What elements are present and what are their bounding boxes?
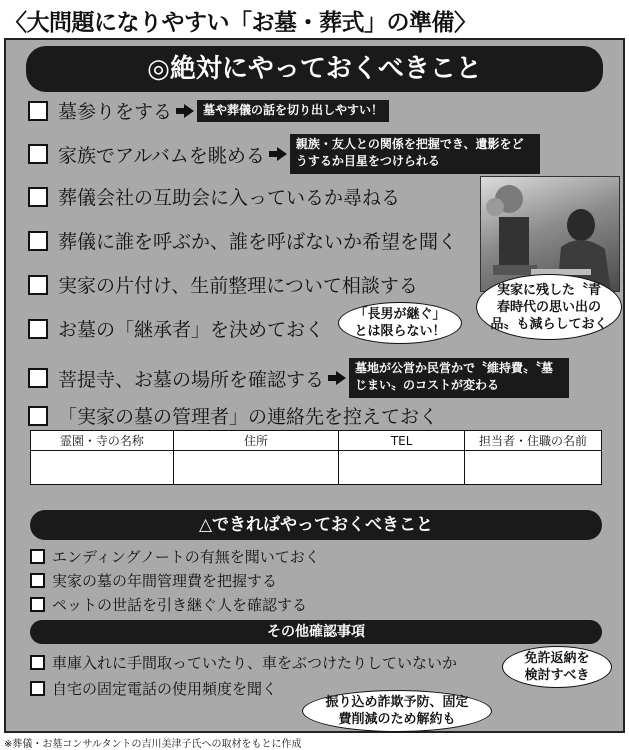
- speech-bubble-successor: 「長男が継ぐ」 とは限らない！: [338, 302, 462, 344]
- table-cell-contact[interactable]: [464, 451, 601, 485]
- speech-bubble-phone: 振り込め詐欺予防、固定 費削減のため解約も: [302, 690, 492, 732]
- checklist-item: [28, 271, 418, 298]
- source-footnote: ※葬儀・お墓コンサルタントの吉川美津子氏への取材をもとに作成: [4, 739, 302, 750]
- checkbox[interactable]: [28, 368, 48, 388]
- checklist-item: [28, 315, 324, 342]
- table-cell-address[interactable]: [173, 451, 339, 485]
- item-note: 親族・友人との関係を把握でき、遺影をどうするか目星をつけられる: [290, 134, 540, 174]
- item-label: 車庫入れに手間取っていたり、車をぶつけたりしていないか: [52, 654, 458, 672]
- section-heading-other: その他確認事項: [30, 620, 602, 644]
- table-header: 霊園・寺の名称: [31, 431, 174, 451]
- checklist-item: [30, 570, 277, 591]
- section-heading-must: ◎絶対にやっておくべきこと: [26, 46, 603, 92]
- checkbox[interactable]: [28, 406, 48, 426]
- item-label: 実家の墓の年間管理費を把握する: [52, 572, 278, 590]
- checkbox[interactable]: [28, 144, 48, 164]
- checklist-item: [28, 358, 569, 398]
- item-label: 葬儀会社の互助会に入っているか尋ねる: [58, 187, 401, 209]
- checkbox[interactable]: [30, 597, 45, 612]
- checklist-item: [28, 227, 457, 254]
- checklist-item: [30, 652, 457, 673]
- arrow-right-icon: [277, 147, 287, 161]
- section-heading-should: △できればやっておくべきこと: [30, 510, 602, 540]
- checklist-item: [28, 402, 438, 429]
- checklist-panel: [4, 38, 625, 733]
- item-label: 自宅の固定電話の使用頻度を聞く: [52, 680, 278, 698]
- checklist-item: [28, 97, 389, 124]
- checkbox[interactable]: [30, 681, 45, 696]
- checkbox[interactable]: [28, 275, 48, 295]
- checklist-item: [30, 594, 307, 615]
- item-label: 菩提寺、お墓の場所を確認する: [58, 368, 325, 391]
- item-note: 墓地が公営か民営かで〝維持費〟〝墓じまい〟のコストが変わる: [349, 358, 569, 398]
- checkbox[interactable]: [30, 549, 45, 564]
- table-cell-tel[interactable]: [339, 451, 465, 485]
- page-title: 〈大問題になりやすい「お墓・葬式」の準備〉: [4, 10, 477, 36]
- item-label: エンディングノートの有無を聞いておく: [52, 548, 320, 566]
- item-label: ペットの世話を引き継ぐ人を確認する: [52, 596, 308, 614]
- table-header: 担当者・住職の名前: [464, 431, 601, 451]
- checkbox[interactable]: [28, 187, 48, 207]
- item-label: お墓の「継承者」を決めておく: [58, 319, 325, 341]
- speech-bubble-license: 免許返納を 検討すべき: [502, 646, 612, 688]
- table-cell-name[interactable]: [31, 451, 174, 485]
- grave-manager-contact-table: [30, 430, 602, 485]
- checklist-item: [30, 678, 277, 699]
- item-label: 墓参りをする: [58, 101, 173, 123]
- item-label: 「実家の墓の管理者」の連絡先を控えておく: [58, 406, 439, 428]
- item-label: 実家の片付け、生前整理について相談する: [58, 275, 418, 297]
- item-note: 墓や葬儀の話を切り出しやすい！: [197, 100, 389, 122]
- checkbox[interactable]: [28, 231, 48, 251]
- checkbox[interactable]: [30, 573, 45, 588]
- arrow-right-icon: [336, 371, 346, 385]
- checklist-item: [28, 134, 540, 174]
- checkbox[interactable]: [30, 655, 45, 670]
- checklist-item: [30, 546, 320, 567]
- table-header: 住所: [173, 431, 339, 451]
- checkbox[interactable]: [28, 319, 48, 339]
- item-label: 家族でアルバムを眺める: [58, 144, 265, 167]
- arrow-right-icon: [184, 104, 194, 118]
- checklist-item: [28, 183, 400, 210]
- item-label: 葬儀に誰を呼ぶか、誰を呼ばないか希望を聞く: [58, 231, 458, 253]
- checkbox[interactable]: [28, 101, 48, 121]
- speech-bubble-memories: 実家に残した〝青 春時代の思い出の 品〟も減らしておく: [476, 274, 622, 340]
- table-header: TEL: [339, 431, 465, 451]
